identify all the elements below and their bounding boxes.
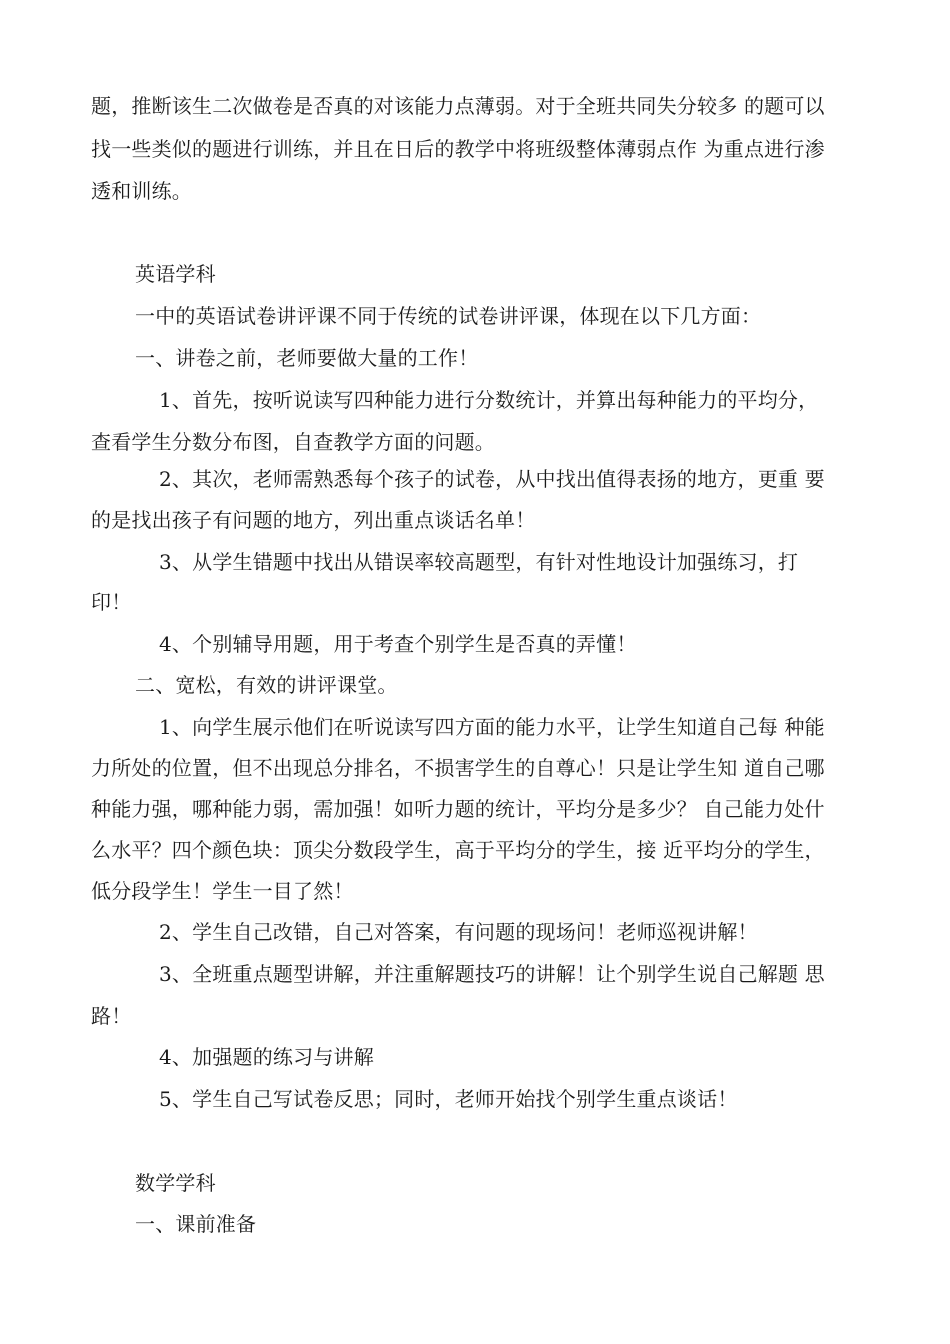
section-heading-math: 数学学科	[135, 1171, 216, 1195]
subheading: 二、宽松，有效的讲评课堂。	[135, 673, 398, 697]
text-line: 透和训练。	[91, 179, 192, 203]
text-line: 路！	[91, 1004, 132, 1028]
subheading: 一、讲卷之前，老师要做大量的工作！	[135, 346, 479, 370]
text-line: 的是找出孩子有问题的地方，列出重点谈话名单！	[91, 508, 536, 532]
text-line: 4、个别辅导用题，用于考查个别学生是否真的弄懂！	[159, 632, 637, 656]
text-line: 查看学生分数分布图，自查教学方面的问题。	[91, 430, 495, 454]
text-line: 1、向学生展示他们在听说读写四方面的能力水平，让学生知道自己每 种能	[159, 715, 825, 739]
text-line: 力所处的位置，但不出现总分排名，不损害学生的自尊心！只是让学生知 道自己哪	[91, 756, 825, 780]
text-line: 3、全班重点题型讲解，并注重解题技巧的讲解！让个别学生说自己解题 思	[159, 962, 825, 986]
text-line: 种能力强，哪种能力弱，需加强！如听力题的统计，平均分是多少？ 自己能力处什	[91, 797, 825, 821]
text-line: 印！	[91, 590, 132, 614]
section-heading-english: 英语学科	[135, 262, 216, 286]
text-line: 低分段学生！学生一目了然！	[91, 879, 354, 903]
text-line: 1、首先，按听说读写四种能力进行分数统计，并算出每种能力的平均分，	[159, 388, 819, 412]
text-line: 2、其次，老师需熟悉每个孩子的试卷，从中找出值得表扬的地方，更重 要	[159, 467, 825, 491]
text-line: 4、加强题的练习与讲解	[159, 1045, 374, 1069]
text-line: 3、从学生错题中找出从错误率较高题型，有针对性地设计加强练习，打	[159, 550, 799, 574]
text-line: 题，推断该生二次做卷是否真的对该能力点薄弱。对于全班共同失分较多 的题可以	[91, 94, 825, 118]
text-line: 么水平？四个颜色块：顶尖分数段学生，高于平均分的学生，接 近平均分的学生，	[91, 838, 825, 862]
text-line: 2、学生自己改错，自己对答案，有问题的现场问！老师巡视讲解！	[159, 920, 758, 944]
text-line: 找一些类似的题进行训练，并且在日后的教学中将班级整体薄弱点作 为重点进行渗	[91, 137, 825, 161]
text-line: 5、学生自己写试卷反思；同时，老师开始找个别学生重点谈话！	[159, 1087, 738, 1111]
text-line: 一中的英语试卷讲评课不同于传统的试卷讲评课，体现在以下几方面：	[135, 304, 762, 328]
subheading: 一、课前准备	[135, 1212, 257, 1236]
